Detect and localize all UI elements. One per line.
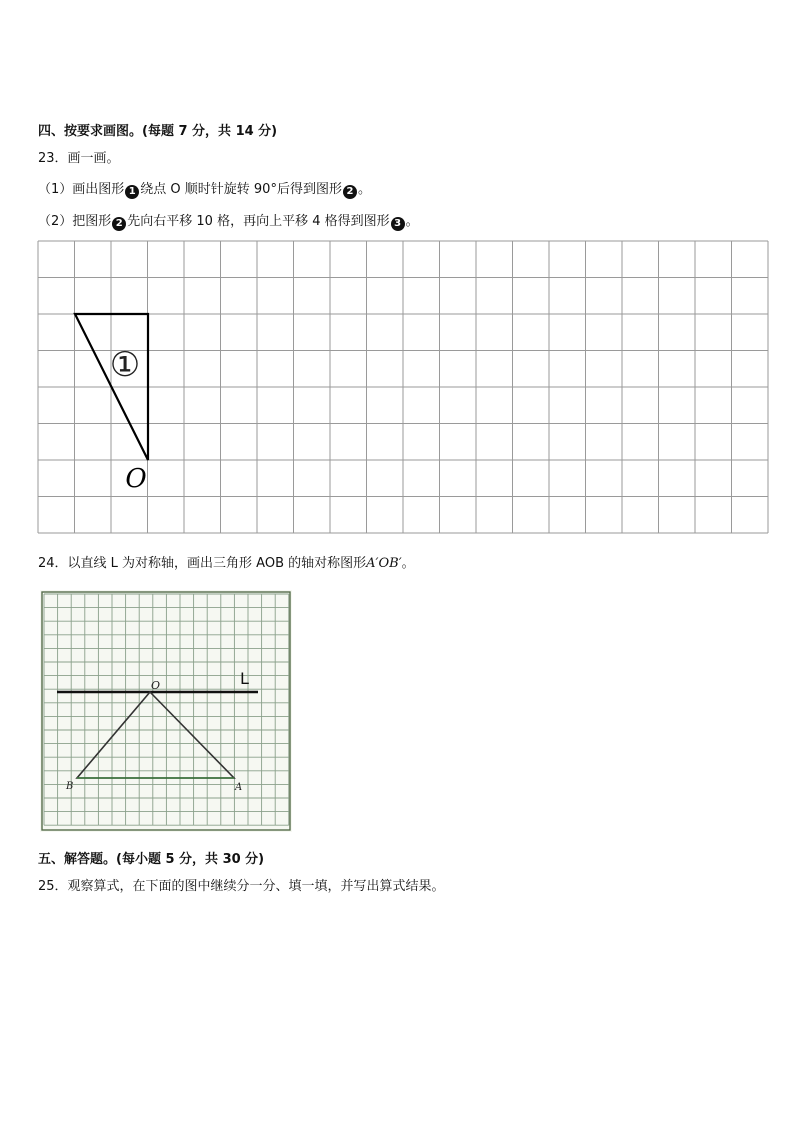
shape-2-mark: 2	[112, 217, 126, 231]
q24-instruction: 24．以直线 L 为对称轴，画出三角形 AOB 的轴对称图形	[38, 556, 367, 571]
q24-end: 。	[401, 556, 415, 571]
line-l-label: L	[240, 669, 249, 688]
q23-part2-prefix: （2）把图形	[38, 214, 112, 229]
q23-part1-prefix: （1）画出图形	[38, 182, 125, 197]
q23-part1	[38, 178, 371, 199]
section-5-heading: 五、解答题。(每小题 5 分，共 30 分)	[38, 852, 265, 867]
q24-text	[38, 552, 415, 571]
point-a-label: A	[235, 782, 243, 793]
q23-title: 23．画一画。	[38, 151, 120, 166]
q23-part1-suffix: 。	[357, 182, 371, 197]
q25-text: 25．观察算式，在下面的图中继续分一分、填一填，并写出算式结果。	[38, 879, 445, 894]
q23-grid-figure	[37, 240, 770, 534]
q24-grid-figure	[40, 590, 292, 832]
shape-2-mark: 2	[343, 185, 357, 199]
shape-1-mark: 1	[125, 185, 139, 199]
point-b-label: B	[66, 781, 74, 792]
q23-part2	[38, 210, 419, 231]
q24-figure-name: A′OB′	[366, 556, 402, 571]
section-4-heading: 四、按要求画图。(每题 7 分，共 14 分)	[38, 124, 278, 139]
q23-part2-suffix: 。	[405, 214, 419, 229]
q23-part2-middle: 先向右平移 10 格，再向上平移 4 格得到图形	[127, 214, 390, 229]
point-o-label: O	[125, 464, 147, 494]
q23-part1-middle: 绕点 O 顺时针旋转 90°后得到图形	[140, 182, 342, 197]
point-o-label: O	[151, 679, 161, 692]
shape-1-label: ①	[109, 345, 141, 385]
shape-3-mark: 3	[391, 217, 405, 231]
